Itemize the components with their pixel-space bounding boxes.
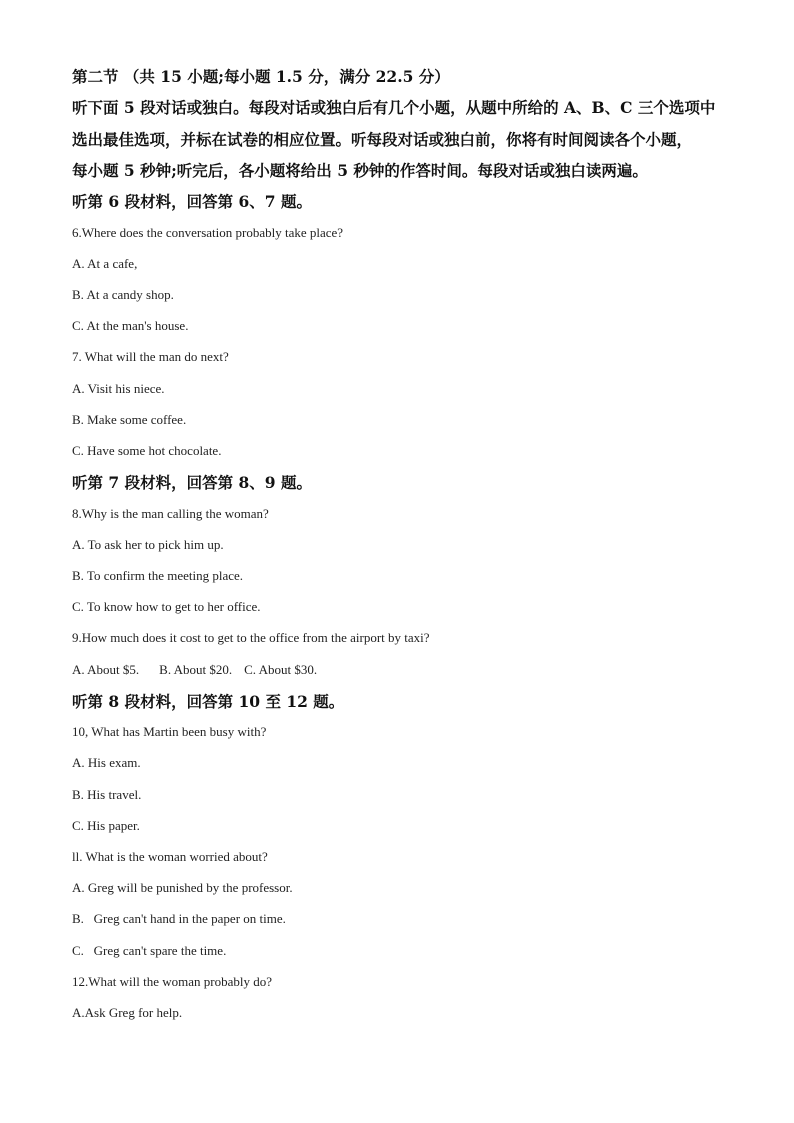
question-10-option-b: B. His travel. <box>72 787 142 802</box>
question-8-option-c: C. To know how to get to her office. <box>72 599 261 614</box>
instructions-line-1: 听下面 5 段对话或独白。每段对话或独白后有几个小题，从题中所给的 A、B、C 三个选项中 <box>72 98 716 117</box>
instructions-line-2: 选出最佳选项，并标在试卷的相应位置。听每段对话或独白前，你将有时间阅读各个小题， <box>72 130 693 149</box>
question-10-option-a: A. His exam. <box>72 755 141 770</box>
question-7-stem: 7. What will the man do next? <box>72 349 229 364</box>
question-11-option-a: A. Greg will be punished by the professor. <box>72 880 293 895</box>
question-6-option-b: B. At a candy shop. <box>72 287 174 302</box>
question-6-stem: 6.Where does the conversation probably take place? <box>72 225 344 240</box>
question-11-option-b: B. Greg can't hand in the paper on time. <box>72 911 286 926</box>
question-8-stem: 8.Why is the man calling the woman? <box>72 506 269 521</box>
question-9-stem: 9.How much does it cost to get to the office from the airport by taxi? <box>72 630 430 645</box>
section-title: 第二节 （共 15 小题;每小题 1.5 分，满分 22.5 分） <box>72 67 450 86</box>
question-7-option-c: C. Have some hot chocolate. <box>72 443 222 458</box>
question-10-option-c: C. His paper. <box>72 818 140 833</box>
question-6-option-a: A. At a cafe, <box>72 256 138 271</box>
question-7-option-a: A. Visit his niece. <box>72 381 165 396</box>
question-7-option-b: B. Make some coffee. <box>72 412 187 427</box>
part8-heading: 听第 8 段材料，回答第 10 至 12 题。 <box>72 692 345 711</box>
part7-heading: 听第 7 段材料，回答第 8、9 题。 <box>72 473 312 492</box>
question-9-options <box>72 663 337 676</box>
question-9-option-b: B. About $20. <box>159 662 233 677</box>
question-9-option-c: C. About $30. <box>244 662 318 677</box>
question-11-stem: ll. What is the woman worried about? <box>72 849 268 864</box>
part6-heading: 听第 6 段材料，回答第 6、7 题。 <box>72 192 312 211</box>
question-6-option-c: C. At the man's house. <box>72 318 189 333</box>
instructions-line-3: 每小题 5 秒钟;听完后，各小题将给出 5 秒钟的作答时间。每段对话或独白读两遍。 <box>72 161 648 180</box>
question-8-option-a: A. To ask her to pick him up. <box>72 537 224 552</box>
question-12-option-a: A.Ask Greg for help. <box>72 1005 183 1020</box>
question-9-option-a: A. About $5. <box>72 662 140 677</box>
question-11-option-c: C. Greg can't spare the time. <box>72 943 227 958</box>
question-12-stem: 12.What will the woman probably do? <box>72 974 273 989</box>
question-8-option-b: B. To confirm the meeting place. <box>72 568 244 583</box>
question-10-stem: 10, What has Martin been busy with? <box>72 724 267 739</box>
